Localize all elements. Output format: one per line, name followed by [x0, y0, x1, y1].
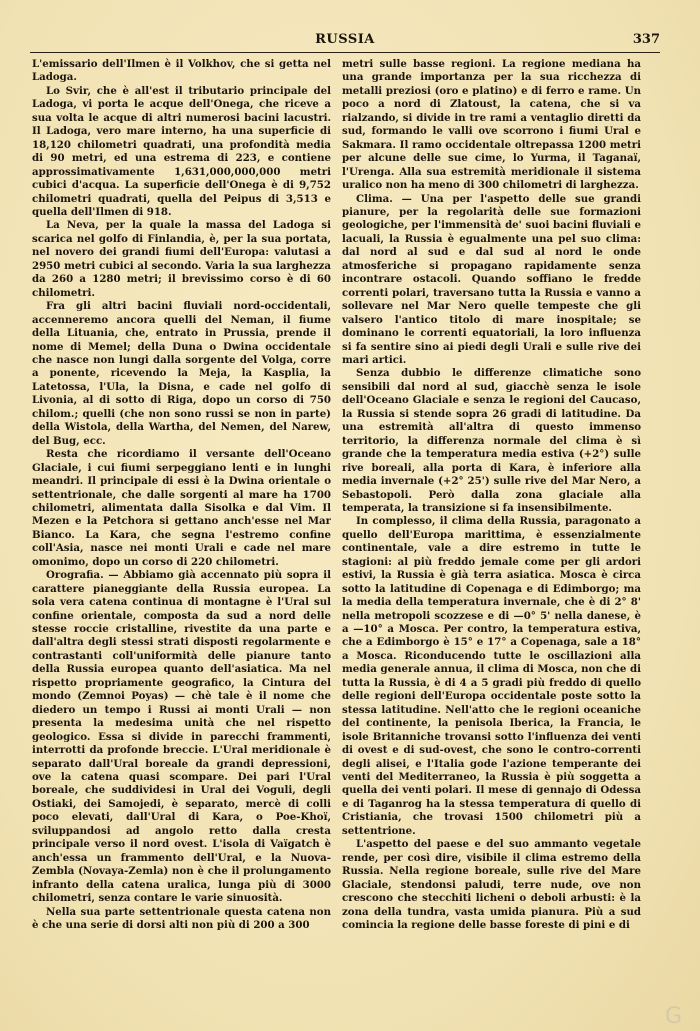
paragraph: Fra gli altri bacini fluviali nord-occidentali, accenneremo ancora quelli del Neman, il fiume della Lituania, che, entrato in Prussia, prende il nome di Memel; della Duna o Dwina occidentale che nasce non lungi dalla sorgente del Volga, corre a ponente, ricevendo la Meja, la Kasplia, la Latetossa, l'Ula, la Disna, e cade nel golfo di Livonia, al di sotto di Riga, dopo un corso di 750 chilom.; quelli (che non sono russi se non in parte) della Wistola, della Wartha, del Nemen, del Narew, del Bug, ecc. [32, 300, 331, 447]
scan-watermark: G [664, 1004, 682, 1029]
left-column [32, 58, 331, 978]
paragraph: La Neva, per la quale la massa del Ladoga si scarica nel golfo di Finlandia, è, per la sua portata, nel novero dei grandi fiumi dell'Europa: valutasi a 2950 metri cubici al secondo. Varia la sua larghezza da 260 a 1280 metri; il brevissimo corso è di 60 chilometri. [32, 219, 331, 299]
paragraph: L'emissario dell'Ilmen è il Volkhov, che si getta nel Ladoga. [32, 58, 331, 84]
paragraph: Nella sua parte settentrionale questa catena non è che una serie di dorsi alti non più di 200 a 300 [32, 905, 331, 931]
paragraph: Resta che ricordiamo il versante dell'Oceano Glaciale, i cui fiumi serpeggiano lenti e in lunghi meandri. Il principale di essi è la Dwina orientale o settentrionale, che dalle sorgenti al mare ha 1700 chilometri, alimentata dalla Sisolka e dal Vim. Il Mezen e la Petchora si gettano anch'esse nel Mar Bianco. La Kara, che segna l'estremo confine coll'Asia, nasce nei monti Urali e cade nel mare omonimo, dopo un corso di 220 chilometri. [32, 448, 331, 568]
paragraph: metri sulle basse regioni. La regione mediana ha una grande importanza per la sua ricchezza di metalli preziosi (oro e platino) e di ferro e rame. Un poco a nord di Zlatoust, la catena, che si va rialzando, si divide in tre rami a ventaglio diretti da sud, formando le valli ove scorrono i fiumi Ural e Sakmara. Il ramo occidentale oltrepassa 1200 metri per alcune delle sue cime, lo Yurma, il Taganaï, l'Urenga. Alla sua estremità meridionale il sistema uralico non ha meno di 300 chilometri di larghezza. [342, 58, 641, 192]
running-title: RUSSIA [315, 32, 375, 47]
paragraph: In complesso, il clima della Russia, paragonato a quello dell'Europa marittima, è essenzialmente continentale, vale a dire estremo in tutte le stagioni: al più freddo jemale come per gli ardori estivi, la Russia è già terra asiatica. Mosca è circa sotto la latitudine di Copenaga e di Edimborgo; ma la media della temperatura invernale, che è di 2° 8' nella metropoli scozzese e di —0° 5' nella danese, è a —10° a Mosca. Per contro, la temperatura estiva, che a Edimborgo è 15° e 17° a Copenaga, sale a 18° a Mosca. Riconducendo tutte le oscillazioni alla media generale annua, il clima di Mosca, non che di tutta la Russia, è di 4 a 5 gradi più freddo di quello delle regioni dell'Europa occidentale poste sotto la stessa latitudine. Nell'atto che le regioni oceaniche del continente, la penisola Iberica, la Francia, le isole Britanniche trovansi sotto l'influenza dei venti di ovest e di sud-ovest, che sono le contro-correnti degli alisei, e l'Italia gode l'azione temperante dei venti del Mediterraneo, la Russia è più soggetta a quella dei venti polari. Il mese di gennajo di Odessa e di Taganrog ha la stessa temperatura di quello di Cristiania, che trovasi 1500 chilometri più a settentrione. [342, 515, 641, 837]
page-number: 337 [632, 32, 660, 47]
paragraph: Orografia. — Abbiamo già accennato più sopra il carattere pianeggiante della Russia europea. La sola vera catena continua di montagne è l'Ural sul confine orientale, composta da sud a nord delle stesse roccie cristalline, rivestite da una parte e dall'altra degli stessi strati disposti regolarmente e contrastanti coll'uniformità delle pianure tanto della Russia europea quanto dell'asiatica. Ma nel rispetto propriamente geografico, la Cintura del mondo (Zemnoi Poyas) — chè tale è il nome che diedero un tempo i Russi ai monti Urali — non presenta la medesima unità che nel rispetto geologico. Essa si divide in parecchi frammenti, interrotti da profonde breccie. L'Ural meridionale è separato dall'Ural boreale da grandi depressioni, ove la catena quasi scompare. Dei pari l'Ural boreale, che suddividesi in Ural dei Voguli, degli Ostiaki, dei Samojedi, è separato, mercè di colli poco elevati, dall'Ural di Kara, o Poe-Khoï, sviluppandosi ad angolo retto dalla cresta principale verso il nord ovest. L'isola di Vaïgatch è anch'essa un frammento dell'Ural, e la Nuova-Zembla (Novaya-Zemla) non è che il prolungamento infranto della catena uralica, lunga più di 3000 chilometri, senza contare le varie sinuosità. [32, 569, 331, 905]
right-column [342, 58, 641, 978]
paragraph: Senza dubbio le differenze climatiche sono sensibili dal nord al sud, giacchè senza le isole dell'Oceano Glaciale e senza le regioni del Caucaso, la Russia si stende sopra 26 gradi di latitudine. Da una estremità all'altra di questo immenso territorio, la differenza normale del clima è sì grande che la temperatura media estiva (+2°) sulle rive boreali, alla porta di Kara, è inferiore alla media invernale (+2° 25') sulle rive del Mar Nero, a Sebastopoli. Però dalla zona glaciale alla temperata, la transizione si fa insensibilmente. [342, 367, 641, 514]
paragraph: Clima. — Una per l'aspetto delle sue grandi pianure, per la regolarità delle sue formazioni geologiche, per l'immensità de' suoi bacini fluviali e lacuali, la Russia è egualmente una pel suo clima: dal nord al sud e dal sud al nord le onde atmosferiche si propagano rapidamente senza incontrare ostacoli. Quando soffiano le fredde correnti polari, traversano tutta la Russia e vanno a sollevare nel Mar Nero quelle tempeste che gli valsero l'antico titolo di mare inospitale; se dominano le correnti equatoriali, la loro influenza si fa sentire sino ai piedi degli Urali e sulle rive dei mari artici. [342, 192, 641, 366]
paragraph: Lo Svir, che è all'est il tributario principale del Ladoga, vi porta le acque dell'Onega, che riceve a sua volta le acque di altri numerosi bacini lacustri. Il Ladoga, vero mare interno, ha una superficie di 18,120 chilometri quadrati, una profondità media di 90 metri, ed una estrema di 223, e contiene approssimativamente 1,631,000,000,000 metri cubici d'acqua. La superficie dell'Onega è di 9,752 chilometri quadrati, quella del Peipus di 3,513 e quella dell'Ilmen di 918. [32, 84, 331, 218]
paragraph: L'aspetto del paese e del suo ammanto vegetale rende, per così dire, visibile il clima estremo della Russia. Nella regione boreale, sulle rive del Mare Glaciale, stendonsi paludi, terre nude, ove non crescono che stecchiti licheni o deboli arbusti: è la zona della tundra, vasta umida pianura. Più a sud comincia la regione delle basse foreste di pini e di [342, 838, 641, 931]
header-rule [30, 52, 660, 53]
running-header [30, 32, 660, 54]
